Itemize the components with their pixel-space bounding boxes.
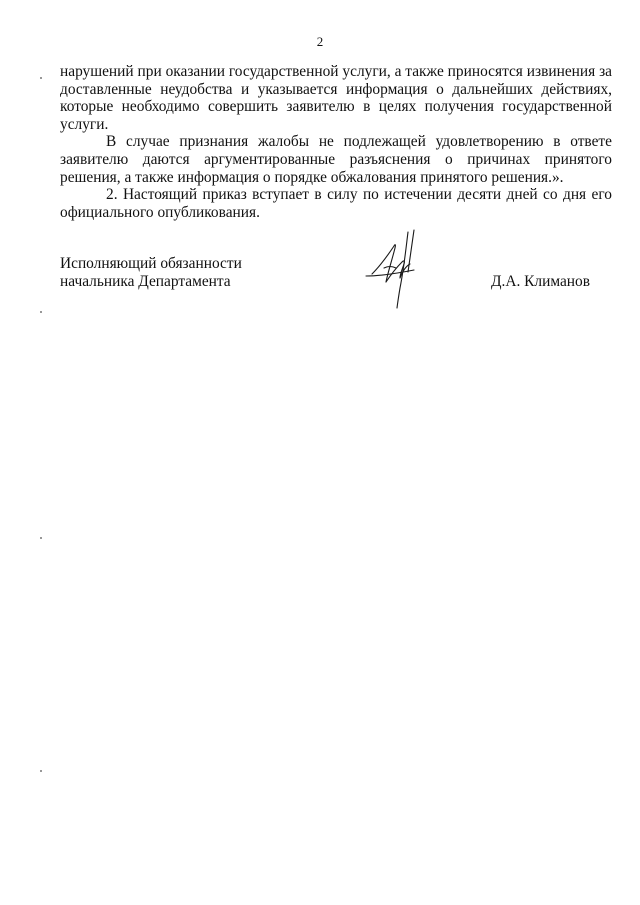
paragraph-effective-date: 2. Настоящий приказ вступает в силу по истечении десяти дней со дня его официального опубликования. xyxy=(60,186,612,221)
signatory-title-line2: начальника Департамента xyxy=(60,272,231,290)
scan-speck xyxy=(40,311,42,313)
paragraph-complaint-rejection: В случае признания жалобы не подлежащей удовлетворению в ответе заявителю даются аргументированные разъяснения о причинах принятого решения, а также информация о порядке обжалования принятого решения.». xyxy=(60,133,612,186)
scan-speck xyxy=(40,77,42,79)
signatory-title xyxy=(60,255,242,290)
scan-speck xyxy=(40,770,42,772)
scan-speck xyxy=(40,537,42,539)
signatory-name: Д.А. Климанов xyxy=(491,273,591,290)
page-number: 2 xyxy=(316,34,324,49)
signatory-title-line1: Исполняющий обязанности xyxy=(60,255,242,272)
handwritten-signature xyxy=(364,228,434,310)
paragraph-continuation: нарушений при оказании государственной услуги, а также приносятся извинения за доставленные неудобства и указывается информация о дальнейших действиях, которые необходимо совершить заявителю в целях получения государственной услуги. xyxy=(60,63,612,133)
body-text xyxy=(60,63,612,221)
